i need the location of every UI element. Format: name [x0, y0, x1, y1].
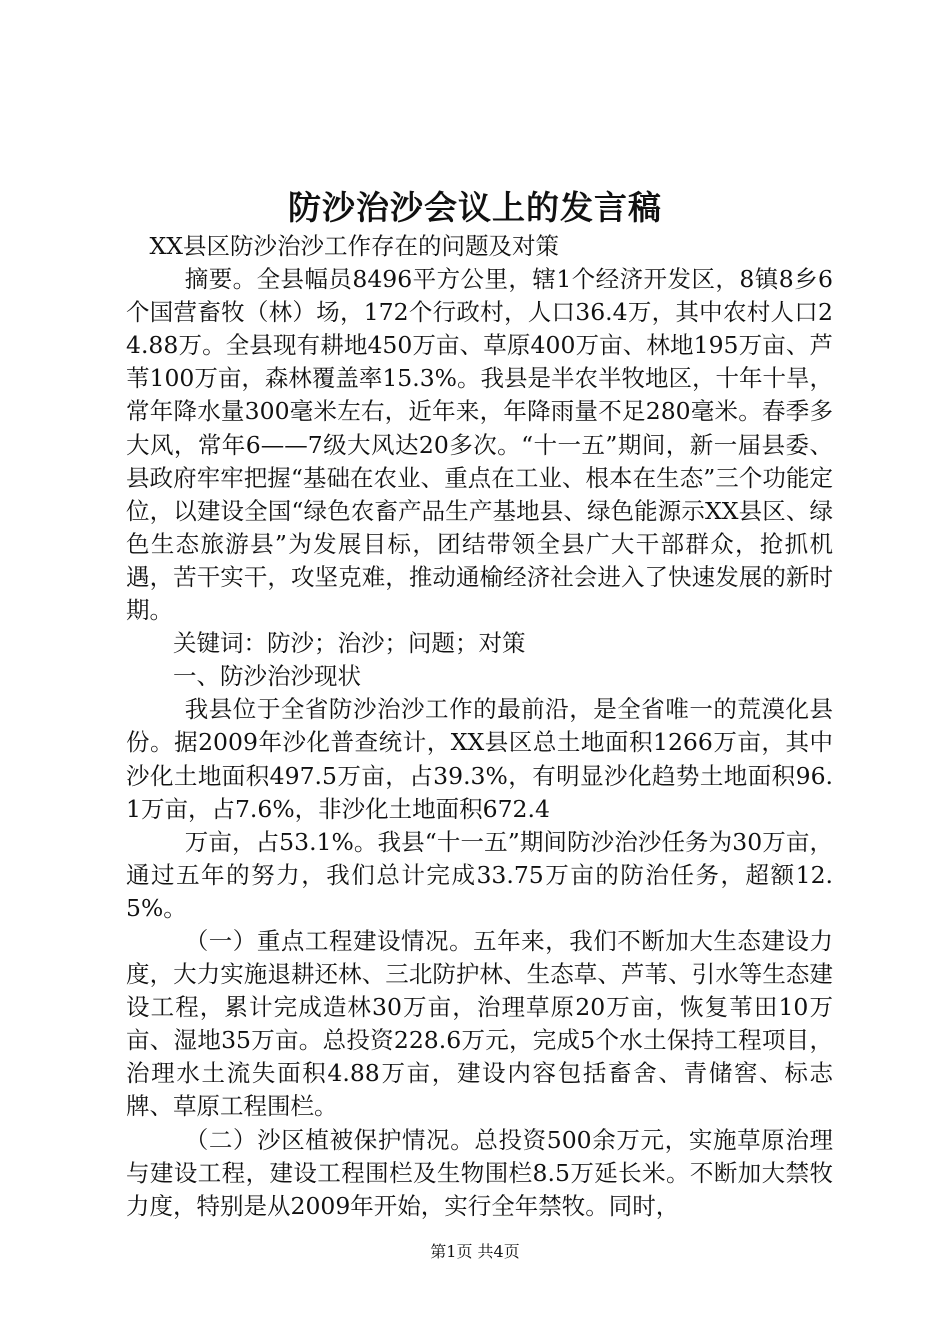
abstract-paragraph: 摘要。全县幅员8496平方公里，辖1个经济开发区，8镇8乡6个国营畜牧（林）场，172个行政村，人口36.4万，其中农村人口24.88万。全县现有耕地450万亩、草原400万亩、林地195万亩、芦苇100万亩，森林覆盖率15.3%。我县是半农半牧地区，十年十旱，常年降水量300毫米左右，近年来，年降雨量不足280毫米。春季多大风，常年6——7级大风达20多次。“十一五”期间，新一届县委、县政府牢牢把握“基础在农业、重点在工业、根本在生态”三个功能定位，以建设全国“绿色农畜产品生产基地县、绿色能源示XX县区、绿色生态旅游县”为发展目标，团结带领全县广大干部群众，抢抓机遇，苦干实干，攻坚克难，推动通榆经济社会进入了快速发展的新时期。	[126, 265, 834, 625]
body-paragraph: （二）沙区植被保护情况。总投资500余万元，实施草原治理与建设工程，建设工程围栏及生物围栏8.5万延长米。不断加大禁牧力度，特别是从2009年开始，实行全年禁牧。同时，	[126, 1125, 833, 1220]
section-heading: 一、防沙治沙现状	[173, 662, 361, 691]
body-paragraph: 我县位于全省防沙治沙工作的最前沿，是全省唯一的荒漠化县份。据2009年沙化普查统计，XX县区总土地面积1266万亩，其中沙化土地面积497.5万亩，占39.3%，有明显沙化趋势土地面积96.1万亩，占7.6%，非沙化土地面积672.4	[126, 695, 833, 823]
document-title: 防沙治沙会议上的发言稿	[288, 188, 662, 227]
body-paragraph: 万亩，占53.1%。我县“十一五”期间防沙治沙任务为30万亩，通过五年的努力，我们总计完成33.75万亩的防治任务，超额12.5%。	[126, 827, 833, 922]
subtitle-paragraph: XX县区防沙治沙工作存在的问题及对策	[149, 232, 559, 260]
page-footer: 第1页 共4页	[430, 1242, 520, 1261]
body-paragraph: （一）重点工程建设情况。五年来，我们不断加大生态建设力度，大力实施退耕还林、三北防护林、生态草、芦苇、引水等生态建设工程，累计完成造林30万亩，治理草原20万亩，恢复苇田10万亩、湿地35万亩。总投资228.6万元，完成5个水土保持工程项目，治理水土流失面积4.88万亩，建设内容包括畜舍、青储窖、标志牌、草原工程围栏。	[126, 926, 833, 1121]
document-body	[126, 230, 833, 1223]
keywords-paragraph: 关键词：防沙；治沙；问题；对策	[173, 629, 526, 658]
